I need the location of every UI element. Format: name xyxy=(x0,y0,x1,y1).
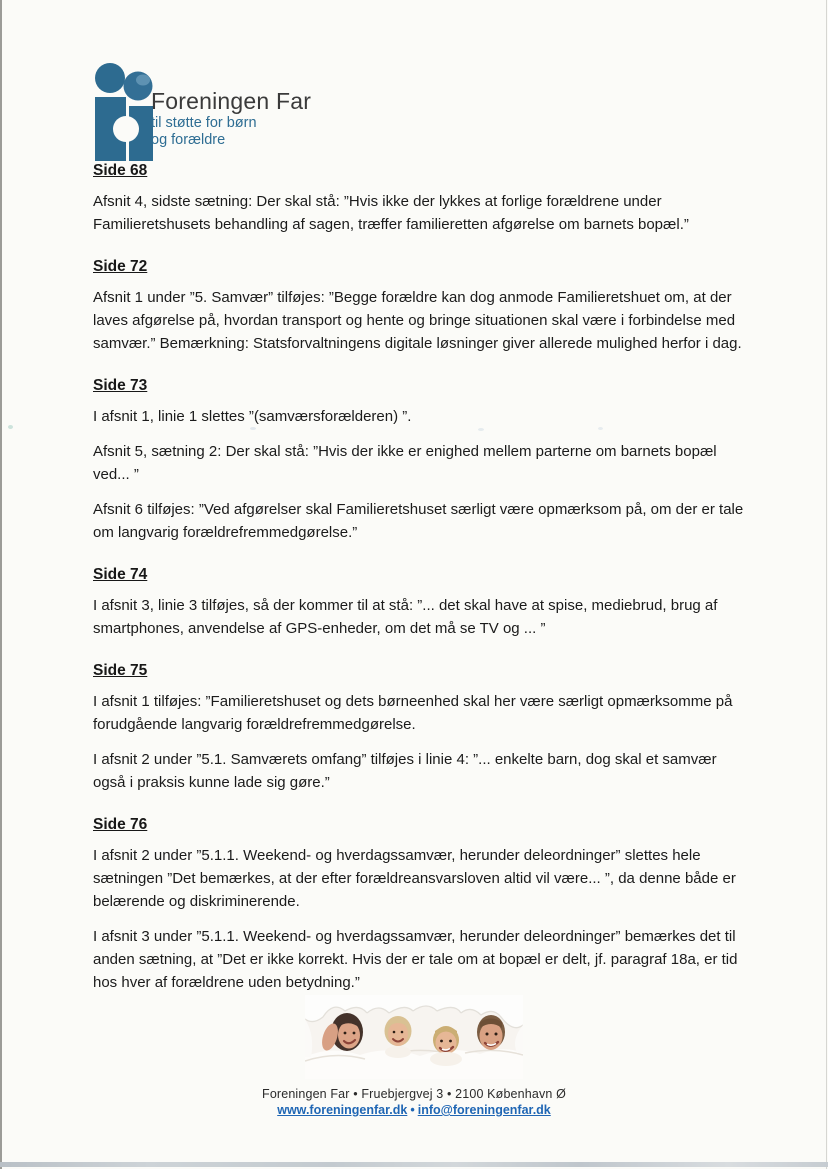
section-side-76 xyxy=(93,816,753,994)
logo-title: Foreningen Far xyxy=(151,88,312,114)
section-paragraph: I afsnit 2 under ”5.1.1. Weekend- og hverdagssamvær, herunder deleordninger” slettes hele sætningen ”Det bemærkes, at der efter forældreansvarsloven altid vil være... ”, da denne både er belærende og diskriminerende. xyxy=(93,847,736,910)
logo-text xyxy=(151,89,311,148)
footer-links xyxy=(0,1103,828,1117)
section-side-74 xyxy=(93,566,753,640)
section-paragraph: I afsnit 1 tilføjes: ”Familieretshuset og dets børneenhed skal her være særligt opmærksomme på forudgående langvarig forældrefremmedgørelse. xyxy=(93,693,733,733)
section-paragraph: I afsnit 1, linie 1 slettes ”(samværsforælderen) ”. xyxy=(93,408,412,425)
section-paragraph: I afsnit 2 under ”5.1. Samværets omfang” tilføjes i linie 4: ”... enkelte barn, dog skal et samvær også i praksis kunne lade sig gøre.” xyxy=(93,751,717,791)
email-link[interactable]: info@foreningenfar.dk xyxy=(417,1103,551,1117)
family-under-duvet-photo xyxy=(305,995,523,1079)
scan-bottom-bar xyxy=(0,1162,828,1167)
section-side-68 xyxy=(93,162,753,236)
scan-edge-left xyxy=(0,0,2,1169)
footer-separator: • xyxy=(410,1103,415,1117)
section-heading: Side 74 xyxy=(93,566,148,583)
parent-child-logo-icon xyxy=(95,63,153,168)
section-paragraph: Afsnit 6 tilføjes: ”Ved afgørelser skal Familieretshuset særligt være opmærksom på, om der er tale om langvarig forældrefremmedgørelse.” xyxy=(93,501,744,541)
section-side-72 xyxy=(93,258,753,355)
scan-speck xyxy=(8,425,13,429)
section-paragraph: Afsnit 5, sætning 2: Der skal stå: ”Hvis der ikke er enighed mellem parterne om barnets bopæl ved... ” xyxy=(93,443,717,483)
foreningen-far-logo xyxy=(93,62,423,162)
section-paragraph: I afsnit 3 under ”5.1.1. Weekend- og hverdagssamvær, herunder deleordninger” bemærkes det til anden sætning, at ”Det er ikke korrekt. Hvis der er tale om at bopæl er delt, jf. paragraf 18a, er tid hos hver af forældrene uden betydning.” xyxy=(93,928,738,991)
section-paragraph: Afsnit 4, sidste sætning: Der skal stå: ”Hvis ikke der lykkes at forlige forældrene under Familieretshusets behandling af sagen, træffer familieretten afgørelse om barnets bopæl.” xyxy=(93,193,689,233)
document-body xyxy=(93,162,753,994)
section-paragraph: Afsnit 1 under ”5. Samvær” tilføjes: ”Begge forældre kan dog anmode Familieretshuet om, at der laves afgørelse på, hvordan transport og hente og bringe situationen skal være i forbindelse med samvær.” Bemærkning: Statsforvaltningens digitale løsninger giver allerede mulighed herfor i dag. xyxy=(93,289,742,352)
section-heading: Side 68 xyxy=(93,162,148,179)
website-link[interactable]: www.foreningenfar.dk xyxy=(277,1103,408,1117)
section-heading: Side 75 xyxy=(93,662,148,679)
scan-edge-right xyxy=(826,0,827,1169)
section-heading: Side 73 xyxy=(93,377,148,394)
document-footer xyxy=(0,995,828,1117)
footer-address: Foreningen Far • Fruebjergvej 3 • 2100 København Ø xyxy=(262,1087,566,1101)
logo-tagline-line2: og forældre xyxy=(151,131,226,148)
section-side-73 xyxy=(93,377,753,544)
section-heading: Side 76 xyxy=(93,816,148,833)
section-paragraph: I afsnit 3, linie 3 tilføjes, så der kommer til at stå: ”... det skal have at spise, mediebrud, brug af smartphones, anvendelse af GPS-enheder, om det må se TV og ... ” xyxy=(93,597,718,637)
section-heading: Side 72 xyxy=(93,258,148,275)
logo-tagline-line1: til støtte for børn xyxy=(151,115,257,131)
section-side-75 xyxy=(93,662,753,794)
